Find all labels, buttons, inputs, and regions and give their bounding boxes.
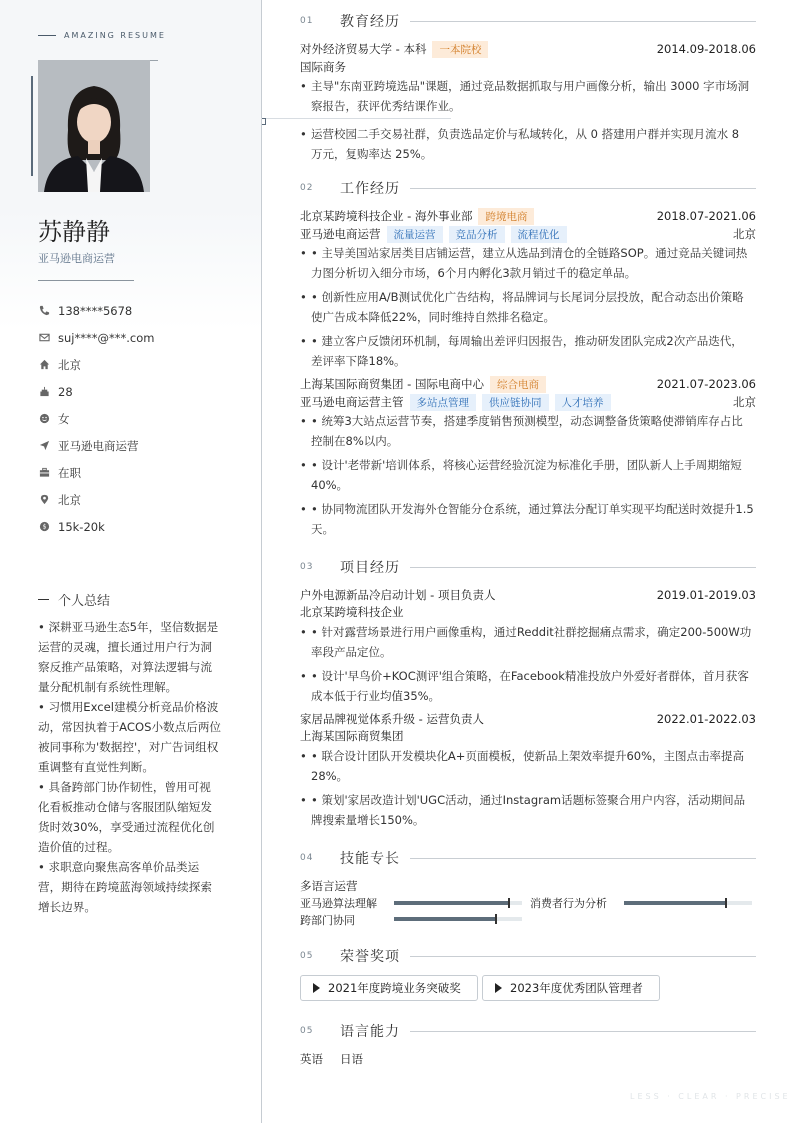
briefcase-icon xyxy=(38,467,50,479)
bullet-text: 运营校园二手交易社群，负责选品定价与私域转化，从 0 搭建用户群并实现月流水 8 万元，复购率达 25%。 xyxy=(311,127,740,161)
job-tag: 跨境电商 xyxy=(478,208,534,225)
skill-bar-fill xyxy=(394,917,496,921)
portrait-image xyxy=(38,60,150,192)
skill-name: 亚马逊算法理解 xyxy=(300,897,377,910)
bullet-text: • 统筹3大站点运营节奏，搭建季度销售预测模型，动态调整备货策略使滞销库存占比控制在8%以内。 xyxy=(311,414,743,448)
footer-motto: LESS · CLEAR · PRECISE xyxy=(630,1092,791,1101)
skill-bar xyxy=(394,901,522,905)
section-work xyxy=(300,178,756,198)
photo-accent-line xyxy=(31,76,33,176)
bullet-text: • 针对露营场景进行用户画像重构，通过Reddit社群挖掘痛点需求，确定200-500W功率段产品定位。 xyxy=(311,625,752,659)
job-bullets xyxy=(300,411,756,543)
section-rule xyxy=(410,956,756,957)
status-value: 在职 xyxy=(58,465,81,480)
skill-bar-marker xyxy=(495,914,497,924)
resume-tagline xyxy=(38,31,166,40)
skill-bar xyxy=(394,917,522,921)
summary-heading-dash xyxy=(38,599,49,600)
section-number: 02 xyxy=(300,183,314,193)
list-item: • • 统筹3大站点运营节奏，搭建季度销售预测模型，动态调整备货策略使滞销库存占比控制在8%以内。 xyxy=(300,411,756,451)
education-bullets xyxy=(300,76,756,168)
job-date: 2021.07-2023.06 xyxy=(656,377,756,391)
skill-tag: 人才培养 xyxy=(555,394,611,411)
list-item: • • 设计'早鸟价+KOC测评'组合策略，在Facebook精准投放户外爱好者群体，首月获客成本低于行业均值35%。 xyxy=(300,666,756,706)
bullet-text: • 建立客户反馈闭环机制，每周输出差评归因报告，推动研发团队完成2次产品迭代，差评率下降18%。 xyxy=(311,334,743,368)
location-icon xyxy=(38,494,50,506)
info-salary xyxy=(38,513,154,540)
play-icon xyxy=(313,983,320,993)
email-value: suj****@***.com xyxy=(58,330,155,345)
section-title: 教育经历 xyxy=(340,14,400,30)
project-date: 2022.01-2022.03 xyxy=(656,712,756,726)
education-date: 2014.09-2018.06 xyxy=(656,42,756,56)
job-bullets xyxy=(300,243,756,375)
info-residence xyxy=(38,351,154,378)
school-tag: 一本院校 xyxy=(432,41,488,58)
section-rule xyxy=(410,567,756,568)
contact-info-list xyxy=(38,297,154,540)
award-text: 2023年度优秀团队管理者 xyxy=(510,981,643,995)
gender-value: 女 xyxy=(58,411,70,426)
skills-heading: 多语言运营 xyxy=(300,879,358,893)
skill-tag: 竞品分析 xyxy=(449,226,505,243)
summary-item: • 习惯用Excel建模分析竞品价格波动，常因执着于ACOS小数点后两位被同事称为'数据控'，对广告词组权重调整有直觉性判断。 xyxy=(38,700,222,774)
section-languages xyxy=(300,1021,756,1041)
skill-tag: 供应链协同 xyxy=(482,394,549,411)
section-awards xyxy=(300,946,756,966)
job-company: 上海某国际商贸集团 - 国际电商中心 xyxy=(300,377,484,391)
award-badge xyxy=(300,975,478,1001)
section-number: 03 xyxy=(300,562,314,572)
section-projects xyxy=(300,557,756,577)
summary-text xyxy=(38,617,222,917)
target-position-value: 亚马逊电商运营 xyxy=(58,438,139,453)
skill-tag: 多站点管理 xyxy=(410,394,477,411)
info-target-position xyxy=(38,432,154,459)
bullet-text: 主导"东南亚跨境选品"课题，通过竞品数据抓取与用户画像分析，输出 3000 字市场洞察报告，获评优秀结课作业。 xyxy=(311,79,750,113)
job-position-row xyxy=(300,225,756,243)
list-item: • • 创新性应用A/B测试优化广告结构，将品牌词与长尾词分层投放，配合动态出价策略使广告成本降低22%，同时维持自然排名稳定。 xyxy=(300,287,756,327)
info-status xyxy=(38,459,154,486)
section-education xyxy=(300,11,756,31)
project-name: 家居品牌视觉体系升级 - 运营负责人 xyxy=(300,712,484,726)
smile-icon xyxy=(38,413,50,425)
list-item: • • 针对露营场景进行用户画像重构，通过Reddit社群挖掘痛点需求，确定200-500W功率段产品定位。 xyxy=(300,622,756,662)
list-item: • • 协同物流团队开发海外仓智能分仓系统，通过算法分配订单实现平均配送时效提升1.5天。 xyxy=(300,499,756,539)
section-number: 04 xyxy=(300,853,314,863)
skill-name: 跨部门协同 xyxy=(300,914,355,927)
candidate-name: 苏静静 xyxy=(38,218,110,246)
summary-heading xyxy=(38,590,110,609)
award-text: 2021年度跨境业务突破奖 xyxy=(328,981,461,995)
project-bullets xyxy=(300,622,756,710)
section-rule xyxy=(410,21,756,22)
section-rule xyxy=(410,858,756,859)
language-item: 英语 xyxy=(300,1052,323,1066)
bullet-text: • 设计'老带新'培训体系，将核心运营经验沉淀为标准化手册，团队新人上手周期缩短40%。 xyxy=(311,458,742,492)
info-target-city xyxy=(38,486,154,513)
bullet-text: • 联合设计团队开发模块化A+页面模板，使新品上架效率提升60%，主图点击率提高28%。 xyxy=(311,749,744,783)
bullet-text: • 策划'家居改造计划'UGC活动，通过Instagram话题标签聚合用户内容，活动期间品牌搜索量增长150%。 xyxy=(311,793,746,827)
section-title: 工作经历 xyxy=(340,181,400,197)
tagline-text: AMAZING RESUME xyxy=(64,31,166,40)
phone-icon xyxy=(38,305,50,317)
skill-bar xyxy=(624,901,752,905)
project-company: 北京某跨境科技企业 xyxy=(300,605,404,619)
list-item: • • 建立客户反馈闭环机制，每周输出差评归因报告，推动研发团队完成2次产品迭代，差评率下降18%。 xyxy=(300,331,756,371)
school-name: 对外经济贸易大学 - 本科 xyxy=(300,42,427,56)
salary-icon xyxy=(38,521,50,533)
tagline-dash xyxy=(38,35,56,36)
skill-tag: 流程优化 xyxy=(511,226,567,243)
residence-value: 北京 xyxy=(58,357,81,372)
award-badge xyxy=(482,975,660,1001)
summary-item: • 求职意向聚焦高客单价品类运营，期待在跨境蓝海领域持续探索增长边界。 xyxy=(38,860,212,914)
education-header xyxy=(300,40,756,58)
job-position: 亚马逊电商运营 xyxy=(300,227,381,241)
skill-bar-fill xyxy=(624,901,726,905)
skill-tag: 流量运营 xyxy=(387,226,443,243)
bullet-text: • 主导美国站家居类目店铺运营，建立从选品到清仓的全链路SOP。通过竞品关键词热力图分析切入细分市场，6个月内孵化3款月销过千的稳定单品。 xyxy=(311,246,748,280)
section-number: 05 xyxy=(300,951,314,961)
section-rule xyxy=(410,188,756,189)
candidate-role: 亚马逊电商运营 xyxy=(38,252,115,265)
education-major: 国际商务 xyxy=(300,60,346,74)
bullet-text: • 协同物流团队开发海外仓智能分仓系统，通过算法分配订单实现平均配送时效提升1.5天。 xyxy=(311,502,754,536)
job-position: 亚马逊电商运营主管 xyxy=(300,395,404,409)
section-title: 项目经历 xyxy=(340,560,400,576)
section-number: 05 xyxy=(300,1026,314,1036)
job-date: 2018.07-2021.06 xyxy=(656,209,756,223)
list-item: • • 设计'老带新'培训体系，将核心运营经验沉淀为标准化手册，团队新人上手周期缩短40%。 xyxy=(300,455,756,495)
list-item: • • 策划'家居改造计划'UGC活动，通过Instagram话题标签聚合用户内容，活动期间品牌搜索量增长150%。 xyxy=(300,790,756,830)
skill-bar-fill xyxy=(394,901,509,905)
info-phone xyxy=(38,297,154,324)
summary-item: • 具备跨部门协作韧性，曾用可视化看板推动仓储与客服团队缩短发货时效30%，享受通过流程优化创造价值的过程。 xyxy=(38,780,215,854)
project-header xyxy=(300,710,756,728)
section-title: 技能专长 xyxy=(340,851,400,867)
project-bullets xyxy=(300,746,756,834)
job-city: 北京 xyxy=(733,395,756,409)
bullet-text: • 创新性应用A/B测试优化广告结构，将品牌词与长尾词分层投放，配合动态出价策略使广告成本降低22%，同时维持自然排名稳定。 xyxy=(311,290,744,324)
section-number: 01 xyxy=(300,16,314,26)
project-name: 户外电源新品冷启动计划 - 项目负责人 xyxy=(300,588,496,602)
connector-tick xyxy=(262,118,266,125)
language-item: 日语 xyxy=(340,1052,363,1066)
home-icon xyxy=(38,359,50,371)
job-company: 北京某跨境科技企业 - 海外事业部 xyxy=(300,209,473,223)
job-header xyxy=(300,207,756,225)
list-item: • 运营校园二手交易社群，负责选品定价与私域转化，从 0 搭建用户群并实现月流水 8 万元，复购率达 25%。 xyxy=(300,124,756,164)
info-gender xyxy=(38,405,154,432)
target-city-value: 北京 xyxy=(58,492,81,507)
sidebar xyxy=(0,0,262,1123)
job-position-row xyxy=(300,393,756,411)
job-header xyxy=(300,375,756,393)
list-item: • • 联合设计团队开发模块化A+页面模板，使新品上架效率提升60%，主图点击率提高28%。 xyxy=(300,746,756,786)
send-icon xyxy=(38,440,50,452)
mail-icon xyxy=(38,332,50,344)
sidebar-divider xyxy=(38,280,134,281)
summary-item: • 深耕亚马逊生态5年，坚信数据是运营的灵魂，擅长通过用户行为洞察反推产品策略，对算法逻辑与流量分配机制有系统性理解。 xyxy=(38,620,219,694)
cake-icon xyxy=(38,386,50,398)
project-date: 2019.01-2019.03 xyxy=(656,588,756,602)
section-rule xyxy=(410,1031,756,1032)
bullet-text: • 设计'早鸟价+KOC测评'组合策略，在Facebook精准投放户外爱好者群体，首月获客成本低于行业均值35%。 xyxy=(311,669,749,703)
list-item: • • 主导美国站家居类目店铺运营，建立从选品到清仓的全链路SOP。通过竞品关键词热力图分析切入细分市场，6个月内孵化3款月销过千的稳定单品。 xyxy=(300,243,756,283)
profile-photo xyxy=(38,60,150,192)
play-icon xyxy=(495,983,502,993)
svg-text:$: $ xyxy=(41,522,47,531)
phone-value: 138****5678 xyxy=(58,303,133,318)
list-item: • 主导"东南亚跨境选品"课题，通过竞品数据抓取与用户画像分析，输出 3000 字市场洞察报告，获评优秀结课作业。 xyxy=(300,76,756,116)
info-age xyxy=(38,378,154,405)
project-company: 上海某国际商贸集团 xyxy=(300,729,404,743)
project-header xyxy=(300,586,756,604)
info-email xyxy=(38,324,154,351)
skill-bar-marker xyxy=(725,898,727,908)
section-title: 语言能力 xyxy=(340,1024,400,1040)
section-skills xyxy=(300,848,756,868)
skill-bar-marker xyxy=(508,898,510,908)
job-city: 北京 xyxy=(733,227,756,241)
salary-value: 15k-20k xyxy=(58,519,105,534)
job-tag: 综合电商 xyxy=(490,376,546,393)
section-title: 荣誉奖项 xyxy=(340,949,400,965)
age-value: 28 xyxy=(58,384,73,399)
summary-heading-text: 个人总结 xyxy=(58,594,111,609)
skill-name: 消费者行为分析 xyxy=(530,897,607,910)
